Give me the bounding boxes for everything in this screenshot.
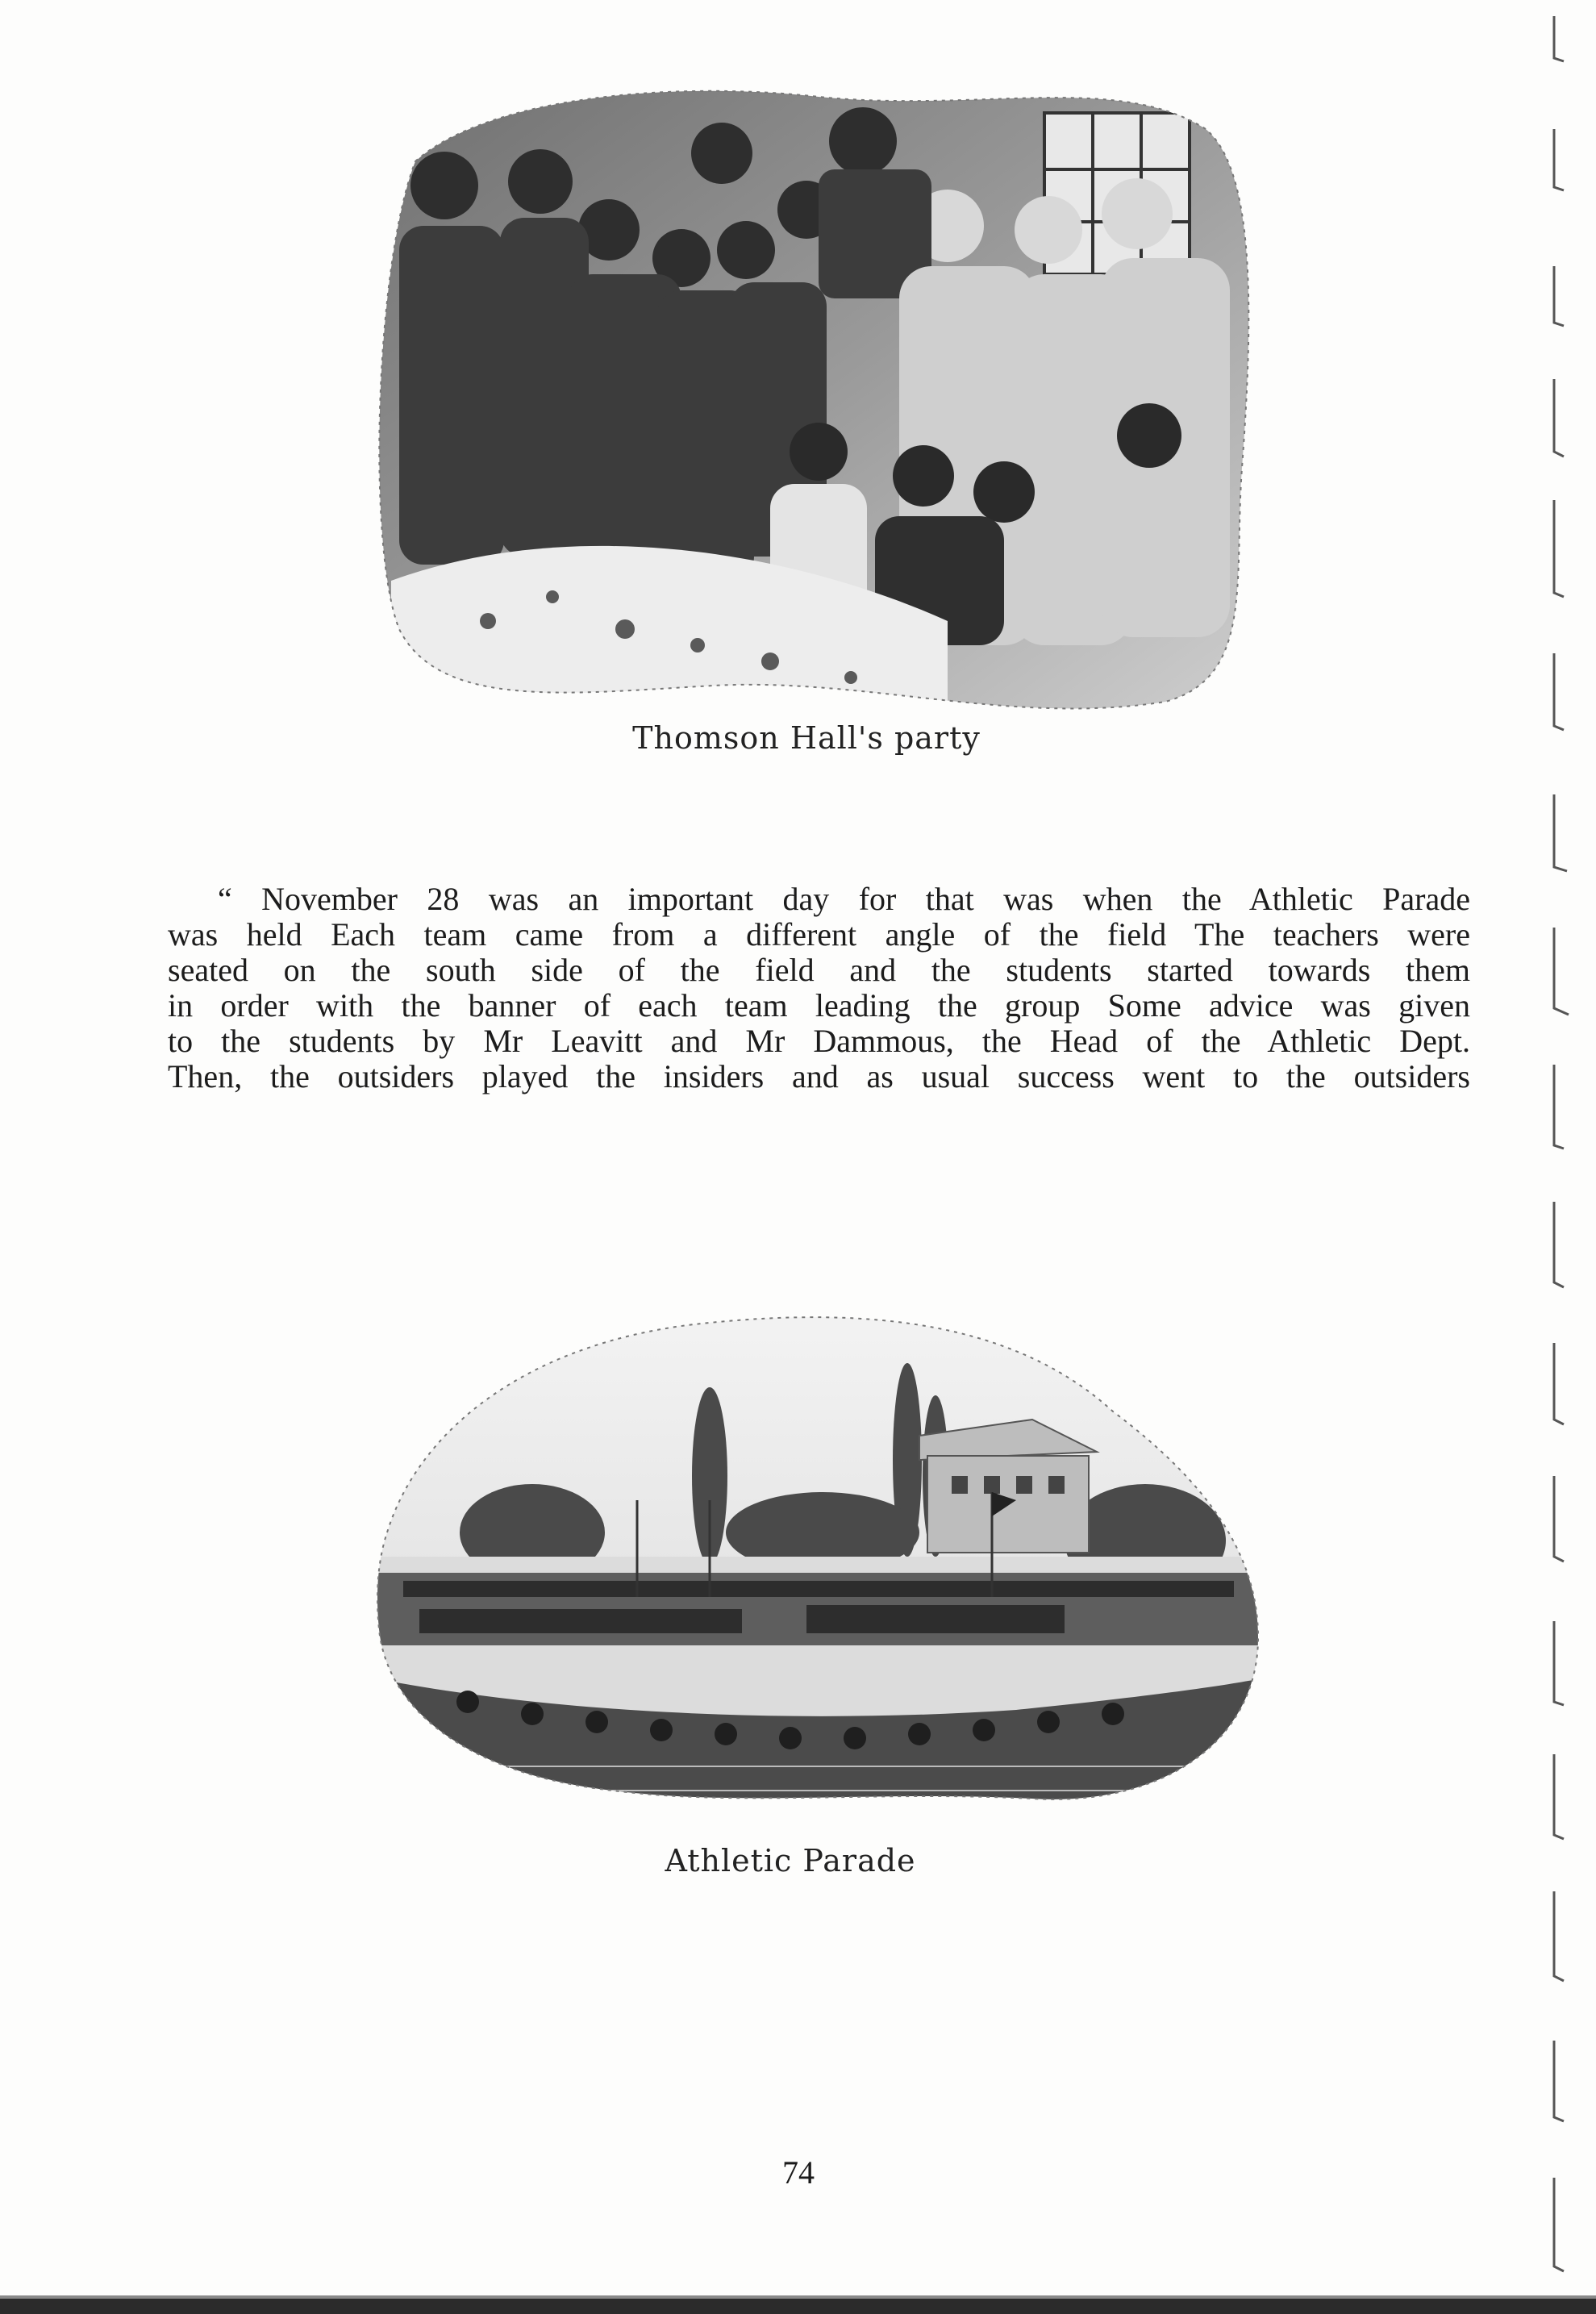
article-line: was held Each team came from a different angle of the field The teachers were [168, 916, 1470, 953]
page-number: 74 [782, 2154, 815, 2191]
parade-photo-caption: Athletic Parade [665, 1843, 916, 1878]
article-line: in order with the banner of each team leading the group Some advice was given [168, 987, 1470, 1024]
article-line: seated on the south side of the field and the students started towards them [168, 952, 1470, 988]
scan-edge-strip [0, 2292, 1596, 2314]
article-line: Then, the outsiders played the insiders and as usual success went to the outsiders [168, 1058, 1470, 1094]
thomson-hall-party-photo [367, 65, 1262, 718]
binding-edge-marks [1536, 0, 1577, 2314]
athletic-parade-photo [371, 1290, 1266, 1823]
article-line: to the students by Mr Leavitt and Mr Dammous, the Head of the Athletic Dept. [168, 1023, 1470, 1059]
thomson-photo-caption: Thomson Hall's party [632, 720, 981, 756]
article-paragraph [168, 882, 1470, 1094]
article-line: “ November 28 was an important day for that was when the Athletic Parade [218, 881, 1470, 917]
